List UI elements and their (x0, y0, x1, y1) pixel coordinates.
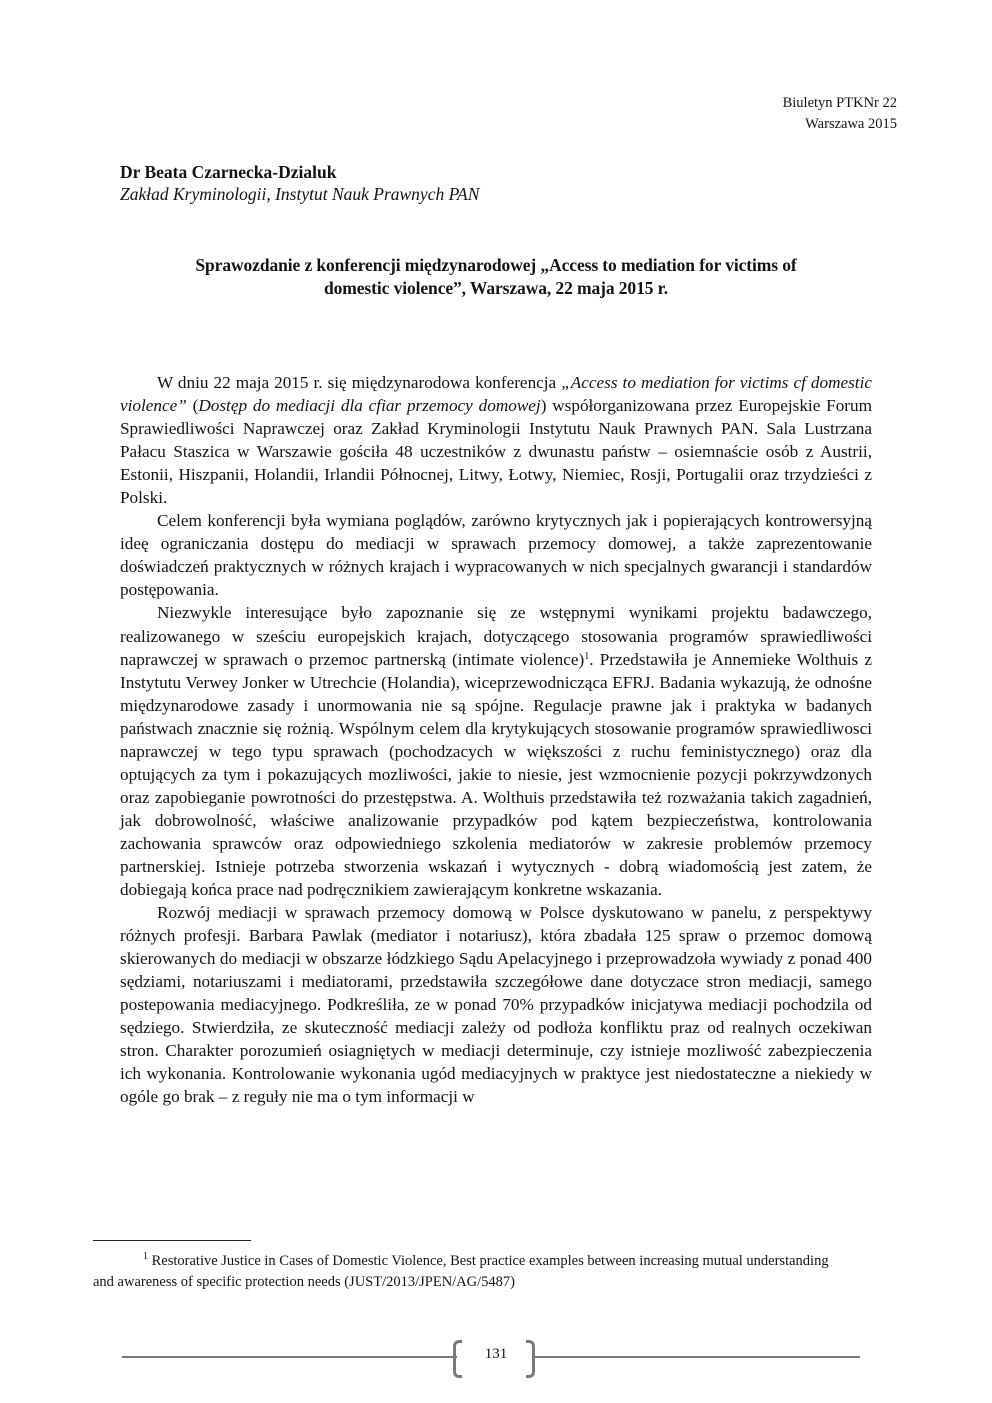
footnote-text: Restorative Justice in Cases of Domestic Violence, Best practice examples between increasing mutual understanding and awareness of specific protection needs (JUST/2013/JPEN/AG/5487) (93, 1253, 829, 1290)
footnote-divider (93, 1240, 251, 1241)
page-number: 131 (484, 1346, 508, 1362)
footnote (93, 1251, 853, 1293)
paragraph-3: Niezwykle interesujące było zapoznanie się ze wstępnymi wynikami projektu badawczego, realizowanego w sześciu europejskich krajach, dotyczącego stosowania programów sprawiedliwości naprawczej w sprawach o przemoc partnerską (intimate violence)$^1$. Przedstawiła je Annemieke Wolthuis z Instytutu Verwey Jonker w Utrechcie (Holandia), wiceprzewodnicząca EFRJ. Badania wykazują, że odnośne międzynarodowe zasady i unormowania nie są spójne. Regulacje prawne jak i praktyka w badanych państwach znacznie się rożnią. Wspólnym celem dla krytykujących stosowanie programów sprawiedliwosci naprawczej w tego typu sprawach (pochodzacych w większości z ruchu feministycznego) oraz dla optujących za tym i pokazujących mozliwości, jakie to niesie, jest wzmocnienie pozycji pokrzywdzonych oraz zapobieganie powrotności do przestępstwa. A. Wolthuis przedstawiła też rozważania takich zagadnień, jak dobrowolność, właściwe analizowanie przypadków pod kątem bezpieczeństwa, kontrolowania zachowania sprawców oraz odpowiedniego szkolenia mediatorów w zakresie problemów przemocy partnerskiej. Istnieje potrzeba stworzenia wskazań i wytycznych - dobrą wiadomością jest zatem, że dobiegają końca prace nad podręcznikiem zawierającym konkretne wskazania. (120, 603, 872, 900)
journal-name: Biuletyn PTKNr 22 (782, 95, 897, 111)
footnote-ref[interactable]: 1 (584, 650, 590, 662)
page-number-bracket-right (526, 1340, 535, 1378)
footer-rule-left (122, 1356, 457, 1358)
running-header (783, 93, 897, 135)
page-number-bracket-left (453, 1340, 462, 1378)
paragraph-4: Rozwój mediacji w sprawach przemocy domową w Polsce dyskutowano w panelu, z perspektywy różnych profesji. Barbara Pawlak (mediator i notariusz), która zbadała 125 spraw o przemoc domową skierowanych do mediacji w obszarze łódzkiego Sądu Apelacyjnego i przeprowadzoła wywiady z ponad 400 sędziami, notariuszami i mediatorami, przedstawiła szczegółowe dane dotyczace stron mediacji, samego postepowania mediacyjnego. Podkreśliła, ze w ponad 70% przypadków inicjatywa mediacji pochodzila od sędziego. Stwierdziła, ze skuteczność mediacji zależy od podłoża konfliktu praz od realnych oczekiwan stron. Charakter porozumień osiagniętych w mediacji determinuje, czy istnieje mozliwość zabezpieczenia ich wykonania. Kontrolowanie wykonania ugód mediacyjnych w praktyce jest niedostateczne a niekiedy w ogóle go brak – z reguły nie ma o tym informacji w (120, 903, 872, 1107)
conference-title-pl: Dostęp do mediacji dla cfiar przemocy domowej (198, 396, 541, 416)
footnote-number: 1 (143, 1251, 148, 1262)
author-name: Dr Beata Czarnecka-Dzialuk (120, 162, 337, 182)
title-line-2: domestic violence”, Warszawa, 22 maja 2015 r. (324, 278, 668, 298)
article-body (120, 371, 872, 1109)
author-affiliation: Zakład Kryminologii, Instytut Nauk Prawnych PAN (120, 184, 480, 204)
footer-rule-right (535, 1356, 860, 1358)
title-line-1: Sprawozdanie z konferencji międzynarodowej „Access to mediation for victims of (195, 255, 797, 275)
article-title (110, 254, 882, 300)
place-year: Warszawa 2015 (805, 116, 897, 132)
paragraph-1: W dniu 22 maja 2015 r. się międzynarodowa konferencja „Access to mediation for victims cf domestic violence” (Dostęp do mediacji dla cfiar przemocy domowej) współorganizowana przez Europejskie Forum Sprawiedliwości Naprawczej oraz Zakład Kryminologii Instytutu Nauk Prawnych PAN. Sala Lustrzana Pałacu Staszica w Warszawie gościła 48 uczestników z dwunastu państw – osiemnaście osób z Austrii, Estonii, Hiszpanii, Holandii, Irlandii Północnej, Litwy, Łotwy, Niemiec, Rosji, Portugalii oraz trzydzieści z Polski. (120, 373, 872, 508)
paragraph-2: Celem konferencji była wymiana poglądów, zarówno krytycznych jak i popierających kontrowersyjną ideę ograniczania dostępu do mediacji w sprawach przemocy domowej, a także zaprezentowanie doświadczeń praktycznych w różnych krajach i wypracowanych w nich specjalnych gwarancji i standardów postępowania. (120, 511, 872, 600)
conference-title-en: „Access to mediation for victims cf domestic violence” (120, 373, 872, 416)
